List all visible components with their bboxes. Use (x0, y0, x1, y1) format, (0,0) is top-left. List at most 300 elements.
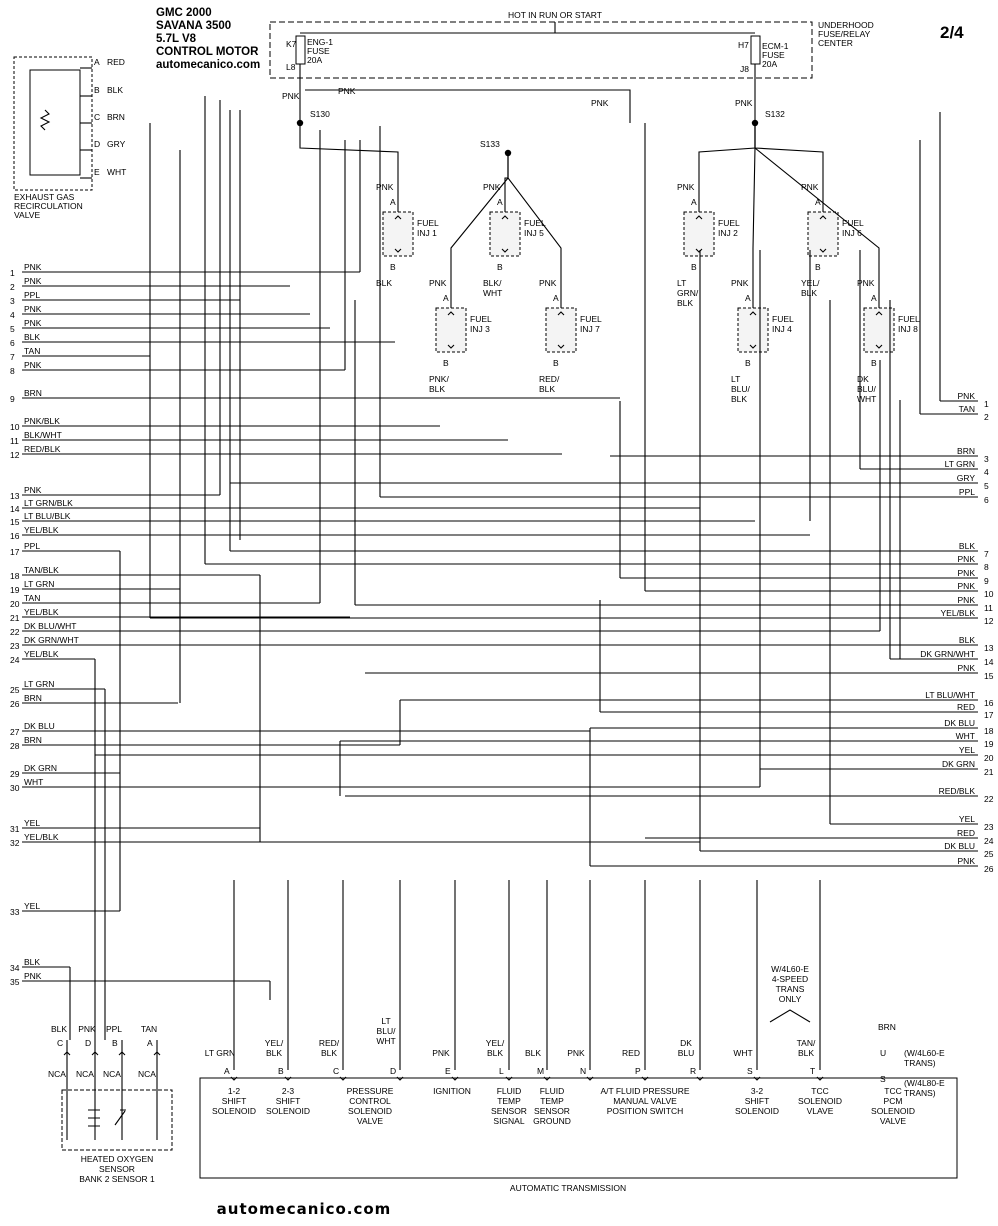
right-wire-color: DK GRN/WHT (920, 649, 975, 659)
injector-feed-wire (753, 123, 755, 308)
right-wire-color: WHT (955, 731, 975, 741)
injector-signal-color: DK (857, 374, 869, 384)
left-wire-color: LT GRN (24, 579, 55, 589)
left-wire-color: BLK (24, 957, 41, 967)
left-wire-color: BRN (24, 735, 42, 745)
injector-label: FUEL (470, 314, 492, 324)
right-pin-number: 20 (984, 753, 994, 763)
left-wire-color: BLK/WHT (24, 430, 62, 440)
o2-pin-letter: D (85, 1038, 92, 1048)
injector-feed-color: PNK (376, 182, 394, 192)
left-wire-color: TAN (24, 346, 41, 356)
egr-pin-letter: B (94, 85, 100, 95)
fuse-pin: J8 (740, 64, 749, 74)
ecm1-fuse-label: FUSE (762, 50, 785, 60)
title-line: SAVANA 3500 (156, 20, 232, 32)
injector-pin-a: A (815, 197, 821, 207)
fuel-injector (738, 308, 768, 352)
o2-nca-label: NCA (103, 1069, 121, 1079)
trans-wire-color: LT (381, 1016, 391, 1026)
right-wire-color: PNK (957, 581, 975, 591)
left-wire-color: YEL (24, 901, 41, 911)
fuse-center-name: FUSE/RELAY (818, 29, 871, 39)
right-wire-color: BRN (957, 446, 975, 456)
left-wire-color: YEL/BLK (24, 525, 59, 535)
injector-label: FUEL (718, 218, 740, 228)
trans-component-label: GROUND (533, 1116, 571, 1126)
trans-component-label: IGNITION (433, 1086, 471, 1096)
left-wire-color: PNK/BLK (24, 416, 60, 426)
transmission-outline (200, 1078, 957, 1178)
egr-pin-letter: C (94, 112, 101, 122)
fuse-center-name: CENTER (818, 38, 853, 48)
left-wire-color: DK GRN (24, 763, 58, 773)
left-pin-number: 21 (10, 613, 20, 623)
left-pin-number: 20 (10, 599, 20, 609)
left-pin-number: 2 (10, 282, 15, 292)
egr-label: RECIRCULATION (14, 201, 83, 211)
tcc-note-s: TRANS) (904, 1088, 936, 1098)
sensor-symbol (115, 1110, 126, 1125)
injector-pin-a: A (553, 293, 559, 303)
left-pin-number: 8 (10, 366, 15, 376)
automatic-transmission (200, 880, 957, 1193)
trans-component-label: TEMP (540, 1096, 564, 1106)
transmission-label: AUTOMATIC TRANSMISSION (509, 1183, 627, 1193)
fuel-injector (383, 212, 413, 256)
injector-label: FUEL (898, 314, 920, 324)
o2-pin-letter: B (112, 1038, 118, 1048)
left-pin-number: 18 (10, 571, 20, 581)
left-pin-number: 1 (10, 268, 15, 278)
potentiometer-symbol (41, 110, 49, 130)
injector-feed-color: PNK (677, 182, 695, 192)
injector-signal-color: BLK (376, 278, 393, 288)
left-pin-number: 22 (10, 627, 20, 637)
injector-pin-b: B (553, 358, 559, 368)
left-wire-color: PNK (24, 262, 42, 272)
left-wire-color: DK BLU (24, 721, 55, 731)
trans-component-label: SENSOR (534, 1106, 570, 1116)
fuel-injector (684, 212, 714, 256)
o2-sensor-outline (62, 1090, 172, 1150)
egr-wire-color: GRY (107, 139, 126, 149)
o2-pin-letter: C (57, 1038, 64, 1048)
right-pin-number: 26 (984, 864, 994, 874)
left-pin-number: 5 (10, 324, 15, 334)
title-line: automecanico.com (156, 59, 261, 71)
right-wire-color: YEL (958, 814, 975, 824)
trans-component-label: SOLENOID (798, 1096, 842, 1106)
left-wire-color: PPL (24, 290, 41, 300)
left-pin-number: 35 (10, 977, 20, 987)
trans-component-label: CONTROL (349, 1096, 391, 1106)
fuse-relay-center (270, 10, 874, 78)
ecm1-fuse-label: ECM-1 (762, 41, 789, 51)
option-note: W/4L60-E (771, 964, 809, 974)
fuse-pin: H7 (738, 40, 749, 50)
injector-pin-a: A (871, 293, 877, 303)
left-pin-number: 16 (10, 531, 20, 541)
right-wire-color: PNK (957, 568, 975, 578)
injector-pin-a: A (691, 197, 697, 207)
egr-wire-color: RED (107, 57, 125, 67)
option-note: ONLY (778, 994, 802, 1004)
trans-component-label: SENSOR (491, 1106, 527, 1116)
left-wire-color: TAN/BLK (24, 565, 59, 575)
o2-pin-letter: A (147, 1038, 153, 1048)
fuse-center-name: UNDERHOOD (818, 20, 874, 30)
wire-color-pnk: PNK (282, 91, 300, 101)
injector-signal-color: BLK (429, 384, 446, 394)
trans-wire-color: YEL/ (485, 1038, 505, 1048)
egr-pin-letter: D (94, 139, 101, 149)
trans-component-label: TCC (884, 1086, 902, 1096)
title-line: GMC 2000 (156, 7, 212, 19)
injector-feed-color: PNK (857, 278, 875, 288)
injector-label: INJ 8 (898, 324, 918, 334)
ecm1-fuse-symbol (751, 36, 760, 64)
right-pin-number: 18 (984, 726, 994, 736)
wire-color-pnk: PNK (735, 98, 753, 108)
right-wire-color: DK BLU (944, 841, 975, 851)
o2-wire-color: PPL (105, 1024, 123, 1034)
trans-component-label: SHIFT (221, 1096, 247, 1106)
egr-wire-color: BRN (107, 112, 125, 122)
tcc-pcm-wire-color: BRN (878, 1022, 896, 1032)
trans-wire-color: BLK (524, 1048, 542, 1058)
bus-label: HOT IN RUN OR START (508, 10, 602, 20)
injector-signal-color: GRN/ (677, 288, 699, 298)
left-pin-number: 10 (10, 422, 20, 432)
left-wire-color: WHT (24, 777, 44, 787)
egr-pin-letter: E (94, 167, 100, 177)
trans-wire-color: BLK (320, 1048, 338, 1058)
left-wire-color: BLK (24, 332, 41, 342)
left-wire-color: PNK (24, 276, 42, 286)
injector-pin-b: B (691, 262, 697, 272)
egr-label: VALVE (14, 210, 41, 220)
trans-wire-color: WHT (376, 1036, 396, 1046)
fuse-pin: L8 (286, 62, 296, 72)
trans-pin-letter: N (580, 1066, 587, 1076)
right-pin-number: 24 (984, 836, 994, 846)
trans-pin-letter: A (224, 1066, 230, 1076)
left-wire-color: TAN (24, 593, 41, 603)
left-pin-number: 19 (10, 585, 20, 595)
o2-sensor-label: SENSOR (99, 1164, 135, 1174)
right-pin-number: 19 (984, 739, 994, 749)
injector-feed-color: PNK (429, 278, 447, 288)
right-wire-color: PNK (957, 663, 975, 673)
trans-wire-color: DK (680, 1038, 692, 1048)
injector-pin-a: A (443, 293, 449, 303)
left-wire-color: PNK (24, 485, 42, 495)
trans-wire-color: BLU/ (376, 1026, 396, 1036)
right-pin-number: 5 (984, 481, 989, 491)
left-pin-number: 33 (10, 907, 20, 917)
option-note: TRANS (775, 984, 805, 994)
trans-component-label: SOLENOID (871, 1106, 915, 1116)
right-wire-color: DK GRN (941, 759, 975, 769)
o2-nca-label: NCA (48, 1069, 66, 1079)
injector-pin-b: B (745, 358, 751, 368)
injector-feed-color: PNK (801, 182, 819, 192)
egr-pin-letter: A (94, 57, 100, 67)
left-wire-color: DK BLU/WHT (24, 621, 77, 631)
injector-signal-color: BLK/ (483, 278, 502, 288)
fuel-injector (546, 308, 576, 352)
trans-wire-color: WHT (733, 1048, 753, 1058)
right-pin-number: 15 (984, 671, 994, 681)
left-wire-color: PNK (24, 304, 42, 314)
trans-component-label: FLUID (496, 1086, 522, 1096)
right-pin-number: 21 (984, 767, 994, 777)
left-wire-color: PNK (24, 318, 42, 328)
trans-component-label: 2-3 (281, 1086, 295, 1096)
trans-component-label: POSITION SWITCH (606, 1106, 684, 1116)
trans-wire-color: YEL/ (264, 1038, 284, 1048)
injector-label: FUEL (842, 218, 864, 228)
egr-valve (14, 57, 126, 220)
right-wire-color: PNK (957, 856, 975, 866)
fuel-injector (808, 212, 838, 256)
left-wire-color: YEL/BLK (24, 832, 59, 842)
injector-label: INJ 2 (718, 228, 738, 238)
trans-pin-letter: C (333, 1066, 340, 1076)
right-pin-number: 16 (984, 698, 994, 708)
left-wire-color: YEL/BLK (24, 607, 59, 617)
injector-label: INJ 5 (524, 228, 544, 238)
injector-feed-color: PNK (539, 278, 557, 288)
splice-label: S133 (480, 139, 500, 149)
eng1-fuse-label: ENG-1 (307, 37, 333, 47)
o2-wire-color: TAN (140, 1024, 158, 1034)
trans-component-label: SOLENOID (212, 1106, 256, 1116)
right-pin-number: 2 (984, 412, 989, 422)
injector-label: FUEL (417, 218, 439, 228)
right-pin-number: 17 (984, 710, 994, 720)
fuse-pin: K7 (286, 39, 297, 49)
left-wire-color: PNK (24, 971, 42, 981)
o2-wire-color: PNK (78, 1024, 96, 1034)
injector-signal-color: BLU/ (857, 384, 876, 394)
fuel-injector (490, 212, 520, 256)
left-connector (10, 262, 900, 987)
trans-wire-color: PNK (567, 1048, 585, 1058)
tcc-pin-u: U (880, 1048, 887, 1058)
trans-component-label: SOLENOID (266, 1106, 310, 1116)
left-pin-number: 30 (10, 783, 20, 793)
injector-pin-b: B (443, 358, 449, 368)
trans-pin-letter: L (499, 1066, 504, 1076)
left-pin-number: 3 (10, 296, 15, 306)
trans-pin-letter: R (690, 1066, 697, 1076)
egr-label: EXHAUST GAS (14, 192, 75, 202)
right-pin-number: 14 (984, 657, 994, 667)
injector-signal-color: WHT (483, 288, 503, 298)
trans-wire-color: BLK (265, 1048, 283, 1058)
heated-oxygen-sensor (48, 1024, 172, 1184)
trans-component-label: PRESSURE (346, 1086, 394, 1096)
injector-signal-color: BLK (677, 298, 694, 308)
injector-label: INJ 4 (772, 324, 792, 334)
right-pin-number: 22 (984, 794, 994, 804)
page-number: 2/4 (940, 23, 964, 42)
injector-feed-wire (755, 123, 823, 212)
right-pin-number: 13 (984, 643, 994, 653)
trans-component-label: VLAVE (806, 1106, 834, 1116)
right-pin-number: 4 (984, 467, 989, 477)
left-wire-color: BRN (24, 693, 42, 703)
left-wire-color: RED/BLK (24, 444, 61, 454)
right-wire-color: YEL/BLK (940, 608, 975, 618)
injector-signal-color: LT (677, 278, 687, 288)
right-pin-number: 7 (984, 549, 989, 559)
trans-pin-letter: P (635, 1066, 641, 1076)
egr-wire-color: WHT (107, 167, 127, 177)
egr-body (30, 70, 80, 175)
option-arrows (770, 1010, 810, 1022)
tcc-note-u: (W/4L60-E (904, 1048, 945, 1058)
left-pin-number: 12 (10, 450, 20, 460)
left-pin-number: 26 (10, 699, 20, 709)
left-wire-color: YEL/BLK (24, 649, 59, 659)
splice-label: S130 (310, 109, 330, 119)
trans-component-label: 3-2 (750, 1086, 764, 1096)
trans-pin-letter: B (278, 1066, 284, 1076)
injector-signal-color: PNK/ (429, 374, 449, 384)
tcc-pin-s: S (880, 1074, 886, 1084)
eng1-fuse-label: FUSE (307, 46, 330, 56)
trans-pin-letter: T (810, 1066, 816, 1076)
trans-wire-color: BLK (486, 1048, 504, 1058)
trans-pin-letter: S (747, 1066, 753, 1076)
injector-signal-color: LT (731, 374, 741, 384)
trans-wire-color: BLK (797, 1048, 815, 1058)
left-wire-color: YEL (24, 818, 41, 828)
right-wire-color: RED/BLK (938, 786, 975, 796)
injector-feed-color: PNK (483, 182, 501, 192)
trans-pin-letter: M (537, 1066, 545, 1076)
right-pin-number: 23 (984, 822, 994, 832)
left-wire-color: LT BLU/BLK (24, 511, 71, 521)
injector-label: INJ 3 (470, 324, 490, 334)
right-wire-color: LT BLU/WHT (925, 690, 975, 700)
injector-signal-color: YEL/ (801, 278, 820, 288)
injector-label: INJ 6 (842, 228, 862, 238)
injector-signal-color: RED/ (539, 374, 560, 384)
right-wire-color: PNK (957, 554, 975, 564)
trans-wire-color: RED/ (318, 1038, 340, 1048)
o2-nca-label: NCA (76, 1069, 94, 1079)
left-wire-color: PNK (24, 360, 42, 370)
injector-pin-b: B (871, 358, 877, 368)
eng1-fuse-label: 20A (307, 55, 323, 65)
egr-wire-color: BLK (107, 85, 124, 95)
injector-feed-wire (699, 123, 755, 212)
left-wire-color: LT GRN/BLK (24, 498, 73, 508)
o2-sensor-label: BANK 2 SENSOR 1 (79, 1174, 155, 1184)
injector-label: FUEL (524, 218, 546, 228)
injector-label: FUEL (772, 314, 794, 324)
right-pin-number: 25 (984, 849, 994, 859)
right-wire-color: GRY (956, 473, 975, 483)
injector-label: INJ 7 (580, 324, 600, 334)
left-pin-number: 9 (10, 394, 15, 404)
trans-pin-letter: D (390, 1066, 397, 1076)
tcc-note-u: TRANS) (904, 1058, 936, 1068)
injector-signal-color: BLK (731, 394, 748, 404)
injector-pin-b: B (497, 262, 503, 272)
right-wire-color: BLK (958, 541, 975, 551)
footer (217, 1200, 392, 1218)
right-pin-number: 9 (984, 576, 989, 586)
right-wire-color: RED (957, 828, 975, 838)
trans-component-label: VALVE (356, 1116, 384, 1126)
injector-pin-b: B (390, 262, 396, 272)
injector-pin-b: B (815, 262, 821, 272)
wire-color-pnk: PNK (338, 86, 356, 96)
heater-symbol (88, 1110, 100, 1126)
trans-component-label: MANUAL VALVE (613, 1096, 677, 1106)
trans-wire-color: TAN/ (796, 1038, 816, 1048)
right-pin-number: 12 (984, 616, 994, 626)
right-wire-color: PNK (957, 595, 975, 605)
left-pin-number: 23 (10, 641, 20, 651)
trans-wire-color: BLU (677, 1048, 695, 1058)
left-pin-number: 4 (10, 310, 15, 320)
right-wire-color: RED (957, 702, 975, 712)
trans-wire-color: LT GRN (204, 1048, 236, 1058)
o2-wire-color: BLK (50, 1024, 68, 1034)
title-line: CONTROL MOTOR (156, 46, 259, 58)
injector-signal-color: BLK (539, 384, 556, 394)
o2-sensor-label: HEATED OXYGEN (80, 1154, 154, 1164)
fuel-injector (436, 308, 466, 352)
trans-component-label: A/T FLUID PRESSURE (600, 1086, 690, 1096)
injector-signal-color: BLK (801, 288, 818, 298)
eng1-fuse-symbol (296, 36, 305, 64)
left-wire-color: LT GRN (24, 679, 55, 689)
trans-component-label: SHIFT (275, 1096, 301, 1106)
injector-pin-a: A (497, 197, 503, 207)
left-pin-number: 11 (10, 436, 19, 446)
tcc-note-s: (W/4L80-E (904, 1078, 945, 1088)
left-wire-color: PPL (24, 541, 41, 551)
right-pin-number: 6 (984, 495, 989, 505)
left-pin-number: 25 (10, 685, 20, 695)
right-pin-number: 8 (984, 562, 989, 572)
injector-signal-color: WHT (857, 394, 877, 404)
fuel-injectors (282, 64, 920, 404)
right-pin-number: 3 (984, 454, 989, 464)
trans-component-label: 1-2 (227, 1086, 241, 1096)
left-wire-color: DK GRN/WHT (24, 635, 79, 645)
wire-color-pnk: PNK (591, 98, 609, 108)
trans-component-label: VALVE (879, 1116, 907, 1126)
left-pin-number: 17 (10, 547, 20, 557)
title-line: 5.7L V8 (156, 33, 197, 45)
trans-pin-letter: E (445, 1066, 451, 1076)
right-wire-color: PNK (957, 391, 975, 401)
injector-feed-wire (300, 123, 398, 212)
left-pin-number: 28 (10, 741, 20, 751)
injector-pin-a: A (745, 293, 751, 303)
right-wire-color: TAN (958, 404, 975, 414)
trans-component-label: SOLENOID (348, 1106, 392, 1116)
trans-component-label: SHIFT (744, 1096, 770, 1106)
